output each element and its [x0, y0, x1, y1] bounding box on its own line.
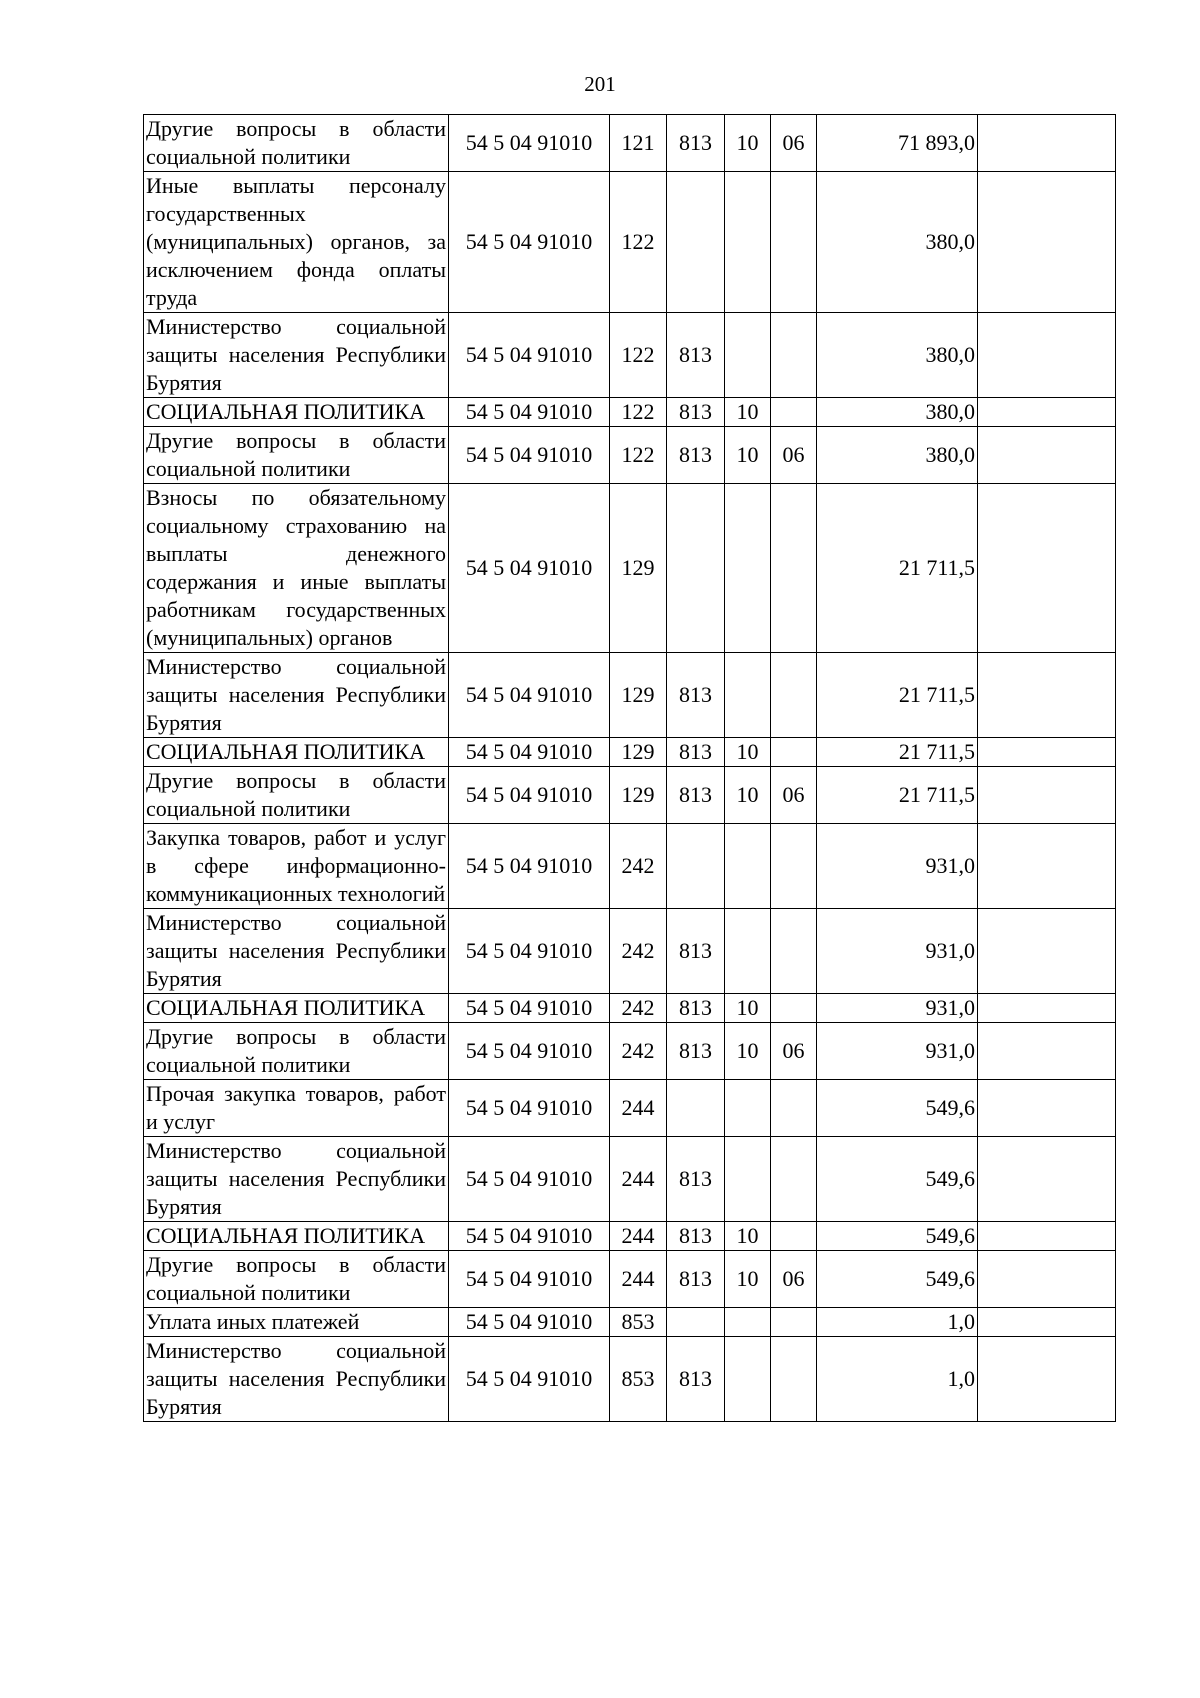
cell-amount: 931,0	[817, 1023, 978, 1080]
cell-expense-type: 122	[610, 398, 667, 427]
cell-section: 10	[725, 1251, 771, 1308]
cell-target-article: 54 5 04 91010	[449, 1222, 610, 1251]
cell-name: Другие вопросы в области социальной политики	[144, 115, 449, 172]
cell-section: 10	[725, 398, 771, 427]
cell-amount: 21 711,5	[817, 653, 978, 738]
cell-section	[725, 653, 771, 738]
cell-target-article: 54 5 04 91010	[449, 994, 610, 1023]
cell-section: 10	[725, 1222, 771, 1251]
cell-subsection	[771, 1222, 817, 1251]
cell-extra	[978, 427, 1116, 484]
cell-target-article: 54 5 04 91010	[449, 1337, 610, 1422]
cell-name: СОЦИАЛЬНАЯ ПОЛИТИКА	[144, 738, 449, 767]
cell-name: Министерство социальной защиты населения Республики Бурятия	[144, 909, 449, 994]
cell-section	[725, 1308, 771, 1337]
cell-ministry-code: 813	[667, 653, 725, 738]
cell-amount: 549,6	[817, 1251, 978, 1308]
cell-ministry-code: 813	[667, 909, 725, 994]
cell-amount: 931,0	[817, 994, 978, 1023]
cell-ministry-code: 813	[667, 1023, 725, 1080]
cell-section	[725, 172, 771, 313]
cell-extra	[978, 1308, 1116, 1337]
cell-name: Другие вопросы в области социальной политики	[144, 767, 449, 824]
cell-target-article: 54 5 04 91010	[449, 484, 610, 653]
cell-amount: 931,0	[817, 909, 978, 994]
cell-target-article: 54 5 04 91010	[449, 398, 610, 427]
cell-expense-type: 129	[610, 484, 667, 653]
cell-extra	[978, 1251, 1116, 1308]
cell-section: 10	[725, 738, 771, 767]
table-row	[144, 1222, 1116, 1251]
cell-subsection: 06	[771, 767, 817, 824]
cell-expense-type: 129	[610, 653, 667, 738]
cell-extra	[978, 484, 1116, 653]
cell-expense-type: 122	[610, 313, 667, 398]
cell-expense-type: 122	[610, 427, 667, 484]
page-number: 201	[584, 72, 616, 96]
table-row	[144, 653, 1116, 738]
cell-expense-type: 244	[610, 1222, 667, 1251]
cell-extra	[978, 1080, 1116, 1137]
table-row	[144, 1023, 1116, 1080]
cell-extra	[978, 1023, 1116, 1080]
cell-amount: 21 711,5	[817, 738, 978, 767]
cell-name: Иные выплаты персоналу государственных (муниципальных) органов, за исключением фонда оплаты труда	[144, 172, 449, 313]
budget-table	[143, 114, 1116, 1422]
cell-section: 10	[725, 994, 771, 1023]
cell-amount: 21 711,5	[817, 484, 978, 653]
cell-expense-type: 122	[610, 172, 667, 313]
cell-extra	[978, 398, 1116, 427]
cell-section	[725, 313, 771, 398]
cell-expense-type: 129	[610, 767, 667, 824]
cell-ministry-code	[667, 824, 725, 909]
cell-name: Другие вопросы в области социальной политики	[144, 1023, 449, 1080]
table-row	[144, 398, 1116, 427]
cell-target-article: 54 5 04 91010	[449, 909, 610, 994]
cell-expense-type: 242	[610, 909, 667, 994]
table-row	[144, 172, 1116, 313]
cell-subsection	[771, 653, 817, 738]
cell-subsection	[771, 1308, 817, 1337]
table-row	[144, 313, 1116, 398]
cell-subsection	[771, 738, 817, 767]
cell-subsection: 06	[771, 1023, 817, 1080]
cell-amount: 380,0	[817, 427, 978, 484]
table-row	[144, 1137, 1116, 1222]
cell-subsection	[771, 1137, 817, 1222]
cell-target-article: 54 5 04 91010	[449, 824, 610, 909]
cell-extra	[978, 313, 1116, 398]
cell-target-article: 54 5 04 91010	[449, 115, 610, 172]
cell-subsection	[771, 1080, 817, 1137]
cell-name: СОЦИАЛЬНАЯ ПОЛИТИКА	[144, 398, 449, 427]
cell-extra	[978, 767, 1116, 824]
cell-extra	[978, 115, 1116, 172]
table-body	[144, 115, 1116, 1422]
cell-amount: 380,0	[817, 398, 978, 427]
cell-name: Другие вопросы в области социальной политики	[144, 1251, 449, 1308]
table-row	[144, 1251, 1116, 1308]
cell-section: 10	[725, 1023, 771, 1080]
cell-subsection	[771, 313, 817, 398]
table-row	[144, 1308, 1116, 1337]
cell-target-article: 54 5 04 91010	[449, 738, 610, 767]
cell-extra	[978, 994, 1116, 1023]
cell-ministry-code: 813	[667, 767, 725, 824]
cell-extra	[978, 653, 1116, 738]
cell-target-article: 54 5 04 91010	[449, 1023, 610, 1080]
cell-subsection: 06	[771, 115, 817, 172]
cell-extra	[978, 738, 1116, 767]
cell-name: Министерство социальной защиты населения Республики Бурятия	[144, 313, 449, 398]
cell-section	[725, 484, 771, 653]
table-row	[144, 909, 1116, 994]
cell-expense-type: 121	[610, 115, 667, 172]
cell-section	[725, 1080, 771, 1137]
cell-expense-type: 244	[610, 1080, 667, 1137]
cell-ministry-code: 813	[667, 1222, 725, 1251]
cell-name: Прочая закупка товаров, работ и услуг	[144, 1080, 449, 1137]
table-row	[144, 1080, 1116, 1137]
cell-extra	[978, 1137, 1116, 1222]
cell-section	[725, 1137, 771, 1222]
cell-subsection	[771, 824, 817, 909]
cell-expense-type: 244	[610, 1137, 667, 1222]
cell-amount: 549,6	[817, 1222, 978, 1251]
cell-name: Министерство социальной защиты населения Республики Бурятия	[144, 1337, 449, 1422]
cell-expense-type: 129	[610, 738, 667, 767]
cell-ministry-code: 813	[667, 1337, 725, 1422]
cell-subsection	[771, 172, 817, 313]
cell-subsection: 06	[771, 1251, 817, 1308]
cell-ministry-code: 813	[667, 1137, 725, 1222]
cell-amount: 931,0	[817, 824, 978, 909]
cell-ministry-code	[667, 484, 725, 653]
cell-ministry-code: 813	[667, 994, 725, 1023]
cell-amount: 1,0	[817, 1337, 978, 1422]
cell-subsection	[771, 484, 817, 653]
cell-target-article: 54 5 04 91010	[449, 1308, 610, 1337]
cell-section	[725, 824, 771, 909]
cell-name: Министерство социальной защиты населения Республики Бурятия	[144, 653, 449, 738]
cell-name: Другие вопросы в области социальной политики	[144, 427, 449, 484]
cell-extra	[978, 1337, 1116, 1422]
cell-name: Закупка товаров, работ и услуг в сфере информационно-коммуникационных технологий	[144, 824, 449, 909]
cell-ministry-code	[667, 172, 725, 313]
table-row	[144, 1337, 1116, 1422]
cell-expense-type: 242	[610, 1023, 667, 1080]
cell-name: Взносы по обязательному социальному страхованию на выплаты денежного содержания и иные выплаты работникам государственных (муниципальных) органов	[144, 484, 449, 653]
cell-expense-type: 242	[610, 994, 667, 1023]
cell-ministry-code	[667, 1308, 725, 1337]
cell-subsection	[771, 909, 817, 994]
cell-target-article: 54 5 04 91010	[449, 1080, 610, 1137]
cell-amount: 380,0	[817, 172, 978, 313]
cell-expense-type: 853	[610, 1308, 667, 1337]
cell-amount: 1,0	[817, 1308, 978, 1337]
cell-amount: 549,6	[817, 1137, 978, 1222]
cell-section: 10	[725, 115, 771, 172]
cell-target-article: 54 5 04 91010	[449, 313, 610, 398]
cell-target-article: 54 5 04 91010	[449, 1137, 610, 1222]
table-row	[144, 767, 1116, 824]
cell-ministry-code: 813	[667, 427, 725, 484]
cell-ministry-code	[667, 1080, 725, 1137]
cell-section	[725, 1337, 771, 1422]
cell-ministry-code: 813	[667, 398, 725, 427]
cell-ministry-code: 813	[667, 738, 725, 767]
table-row	[144, 824, 1116, 909]
table-row	[144, 484, 1116, 653]
cell-name: Уплата иных платежей	[144, 1308, 449, 1337]
cell-amount: 21 711,5	[817, 767, 978, 824]
cell-target-article: 54 5 04 91010	[449, 427, 610, 484]
cell-amount: 71 893,0	[817, 115, 978, 172]
cell-amount: 380,0	[817, 313, 978, 398]
cell-extra	[978, 824, 1116, 909]
cell-amount: 549,6	[817, 1080, 978, 1137]
cell-name: СОЦИАЛЬНАЯ ПОЛИТИКА	[144, 1222, 449, 1251]
cell-ministry-code: 813	[667, 1251, 725, 1308]
cell-expense-type: 853	[610, 1337, 667, 1422]
cell-expense-type: 244	[610, 1251, 667, 1308]
table-row	[144, 115, 1116, 172]
cell-name: СОЦИАЛЬНАЯ ПОЛИТИКА	[144, 994, 449, 1023]
cell-extra	[978, 172, 1116, 313]
table-row	[144, 427, 1116, 484]
cell-target-article: 54 5 04 91010	[449, 653, 610, 738]
table-row	[144, 994, 1116, 1023]
cell-ministry-code: 813	[667, 115, 725, 172]
cell-name: Министерство социальной защиты населения Республики Бурятия	[144, 1137, 449, 1222]
cell-section: 10	[725, 767, 771, 824]
cell-subsection: 06	[771, 427, 817, 484]
cell-section	[725, 909, 771, 994]
table-row	[144, 738, 1116, 767]
cell-ministry-code: 813	[667, 313, 725, 398]
cell-extra	[978, 1222, 1116, 1251]
cell-extra	[978, 909, 1116, 994]
cell-subsection	[771, 1337, 817, 1422]
cell-subsection	[771, 994, 817, 1023]
cell-expense-type: 242	[610, 824, 667, 909]
cell-target-article: 54 5 04 91010	[449, 767, 610, 824]
cell-subsection	[771, 398, 817, 427]
cell-target-article: 54 5 04 91010	[449, 172, 610, 313]
cell-section: 10	[725, 427, 771, 484]
cell-target-article: 54 5 04 91010	[449, 1251, 610, 1308]
